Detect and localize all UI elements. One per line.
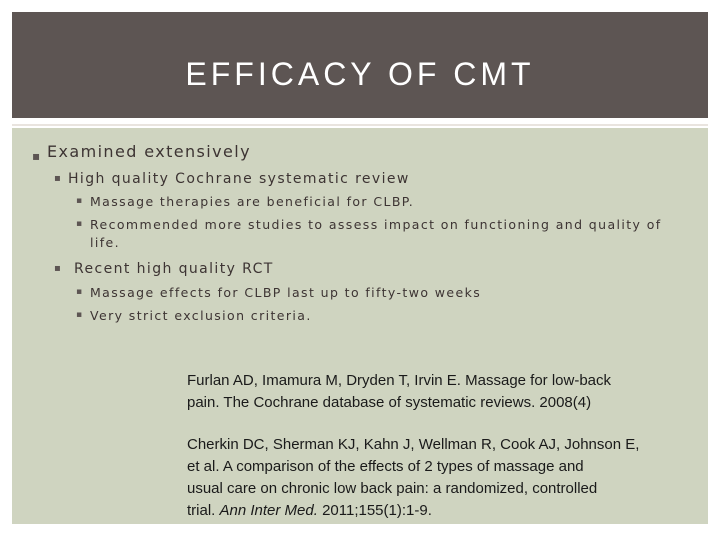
reference-line: usual care on chronic low back pain: a randomized, controlled	[187, 480, 598, 497]
reference-line	[187, 500, 717, 522]
bullet-examined-extensively: Examined extensively	[47, 142, 251, 161]
bullet-more-studies-line1: Recommended more studies to assess impact on functioning and quality of	[90, 217, 662, 232]
reference-text: 2011;155(1):1-9.	[322, 502, 432, 519]
bullet-massage-beneficial: Massage therapies are beneficial for CLBP.	[90, 194, 415, 209]
square-bullet-icon: ▪	[32, 149, 41, 163]
square-bullet-icon: ▪	[76, 310, 83, 320]
title-bar	[12, 12, 708, 118]
reference-line: et al. A comparison of the effects of 2 types of massage and	[187, 458, 584, 475]
reference-line: pain. The Cochrane database of systematic reviews. 2008(4)	[187, 394, 592, 411]
reference-cherkin	[187, 434, 717, 522]
bullet-massage-effects: Massage effects for CLBP last up to fifty-two weeks	[90, 285, 482, 300]
slide-title: EFFICACY OF CMT	[185, 56, 535, 92]
bullet-more-studies-line2: life.	[90, 235, 121, 250]
square-bullet-icon: ▪	[76, 196, 83, 206]
divider-line	[12, 124, 708, 126]
journal-name: Ann Inter Med.	[219, 502, 318, 519]
bullet-recent-rct: Recent high quality RCT	[74, 261, 274, 277]
square-bullet-icon: ▪	[54, 263, 61, 274]
square-bullet-icon: ▪	[76, 287, 83, 297]
square-bullet-icon: ▪	[76, 219, 83, 229]
bullet-cochrane-review: High quality Cochrane systematic review	[68, 171, 410, 187]
reference-line: Furlan AD, Imamura M, Dryden T, Irvin E. Massage for low-back	[187, 372, 612, 389]
bullet-exclusion-criteria: Very strict exclusion criteria.	[90, 308, 312, 323]
reference-text: trial.	[187, 502, 216, 519]
reference-furlan	[187, 370, 717, 414]
reference-line: Cherkin DC, Sherman KJ, Kahn J, Wellman R, Cook AJ, Johnson E,	[187, 436, 640, 453]
square-bullet-icon: ▪	[54, 173, 61, 184]
content-area	[12, 128, 708, 524]
